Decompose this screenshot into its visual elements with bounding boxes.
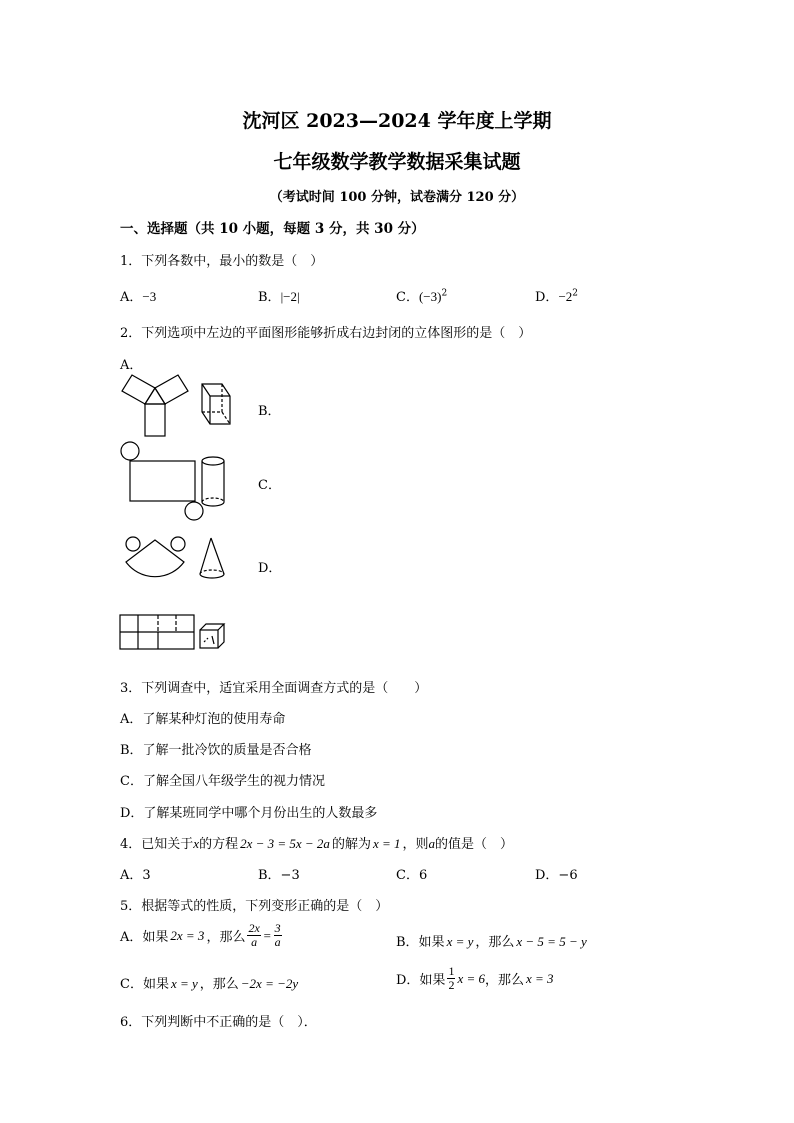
q1-option-d: D．$-2^2$ bbox=[535, 288, 579, 305]
q4-option-a: A．3 bbox=[120, 868, 151, 883]
question-2-stem: 2．下列选项中左边的平面图形能够折成右边封闭的立体图形的是（ ） bbox=[120, 326, 532, 341]
q3-option-c: C．了解全国八年级学生的视力情况 bbox=[120, 774, 325, 789]
q5-option-a: A．如果 2x = 3 ，那么 $\frac{2x}{a}$ = $\frac{3}{a}$ bbox=[120, 921, 281, 949]
question-1-stem: 1．下列各数中，最小的数是（ ） bbox=[120, 254, 324, 269]
q2-option-b-label: B． bbox=[258, 404, 281, 419]
question-4-stem: 4．已知关于x的方程 2x − 3 = 5x − 2a 的解为 x = 1 ，则a的值是（ ） bbox=[120, 836, 514, 852]
q5-a-fraction-left: $\frac{2x}{a}$ bbox=[248, 921, 260, 949]
q4-option-d: D．−6 bbox=[535, 868, 578, 883]
exam-title-line1: 沈河区 2023—2024 学年度上学期 bbox=[242, 110, 552, 132]
q1-option-a: A．−3 bbox=[120, 289, 157, 305]
exam-title-line2: 七年级数学教学数据采集试题 bbox=[273, 151, 521, 173]
q5-a-fraction-right: $\frac{3}{a}$ bbox=[274, 921, 281, 949]
q3-option-d: D．了解某班同学中哪个月份出生的人数最多 bbox=[120, 806, 378, 821]
q4-option-c: C．6 bbox=[396, 868, 428, 883]
q5-d-fraction: $\frac{1}{2}$ bbox=[448, 964, 455, 992]
q2-figure-b bbox=[118, 440, 238, 522]
question-5-stem: 5．根据等式的性质，下列变形正确的是（ ） bbox=[120, 899, 389, 914]
q2-figure-a bbox=[118, 374, 238, 440]
q1-option-b: B．|−2| bbox=[258, 289, 300, 305]
exam-info: （考试时间 100 分钟，试卷满分 120 分） bbox=[269, 190, 525, 205]
q3-option-b: B．了解一批冷饮的质量是否合格 bbox=[120, 743, 312, 758]
q2-option-c-label: C． bbox=[258, 478, 281, 493]
q3-option-a: A．了解某种灯泡的使用寿命 bbox=[120, 712, 286, 727]
q5-option-c: C．如果 x = y ，那么 −2x = −2y bbox=[120, 976, 299, 992]
question-3-stem: 3．下列调查中，适宜采用全面调查方式的是（ ） bbox=[120, 681, 428, 696]
q4-option-b: B．−3 bbox=[258, 868, 300, 883]
section-heading: 一、选择题（共 10 小题，每题 3 分，共 30 分） bbox=[120, 221, 425, 237]
q2-option-d-label: D． bbox=[258, 561, 282, 576]
q2-a-bottom-square bbox=[145, 404, 165, 436]
q5-option-d: D．如果 $\frac{1}{2}$ x = 6 ，那么 x = 3 bbox=[396, 964, 554, 992]
q2-figure-d bbox=[118, 610, 238, 654]
q5-option-b: B．如果 x = y ，那么 x − 5 = 5 − y bbox=[396, 934, 587, 950]
question-6-stem: 6．下列判断中不正确的是（ ）． bbox=[120, 1015, 317, 1030]
q2-option-a-label: A． bbox=[120, 358, 143, 373]
q1-option-c: C．$(-3)^2$ bbox=[396, 288, 448, 305]
q2-figure-c bbox=[118, 530, 238, 586]
